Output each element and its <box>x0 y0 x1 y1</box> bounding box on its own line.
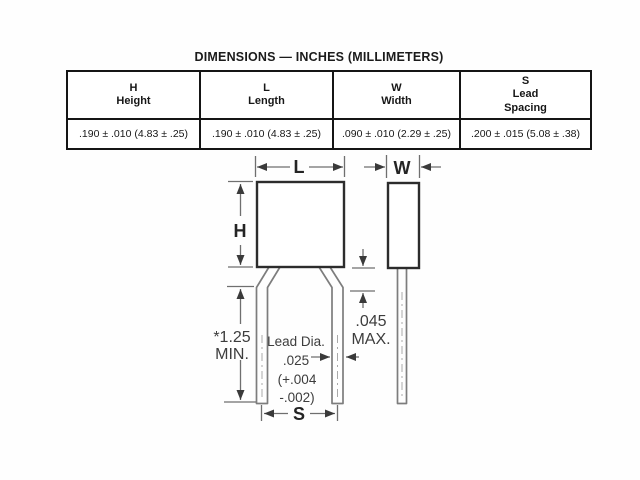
dim-height <box>228 182 253 268</box>
lead-dia-label: Lead Dia. <box>267 334 325 349</box>
header-symbol-s: S <box>521 74 530 87</box>
width-label: W <box>393 158 411 178</box>
standoff-unit: MAX. <box>351 331 391 348</box>
height-label: H <box>233 221 247 241</box>
header-name-l: Length <box>248 95 285 107</box>
min-lead-length-value: *1.25 <box>213 329 251 346</box>
dim-standoff <box>350 249 391 348</box>
lead-dia-tol-plus: (+.004 <box>277 372 317 387</box>
front-view <box>213 156 390 424</box>
value-h: .190 ± .010 (4.83 ± .25) <box>78 128 188 140</box>
dim-length <box>256 156 345 177</box>
component-body-side <box>388 183 419 268</box>
header-name-s1: Lead <box>512 88 539 101</box>
value-w: .090 ± .010 (2.29 ± .25) <box>332 120 459 148</box>
length-label: L <box>293 157 305 177</box>
dim-lead-diameter <box>267 334 359 405</box>
dim-width <box>364 155 441 178</box>
header-name-s2: Spacing <box>504 101 547 114</box>
lead-dia-tol-minus: -.002) <box>279 390 315 405</box>
standoff-value: .045 <box>355 313 387 330</box>
header-name-w: Width <box>381 95 412 107</box>
lead-dia-value: .025 <box>282 353 310 368</box>
component-body-front <box>257 182 344 267</box>
dim-min-lead-length <box>213 287 256 403</box>
lead-spacing-label: S <box>292 404 306 424</box>
side-view <box>364 155 441 404</box>
min-lead-length-unit: MIN. <box>215 346 249 363</box>
page-title: DIMENSIONS — INCHES (MILLIMETERS) <box>194 50 444 64</box>
header-name-h: Height <box>116 95 151 107</box>
value-l: .190 ± .010 (4.83 ± .25) <box>199 120 332 148</box>
header-symbol-l: L <box>263 81 270 94</box>
header-symbol-h: H <box>129 81 138 94</box>
value-s: .200 ± .015 (5.08 ± .38) <box>459 120 590 148</box>
header-symbol-w: W <box>391 81 402 94</box>
dim-lead-spacing <box>262 404 338 424</box>
